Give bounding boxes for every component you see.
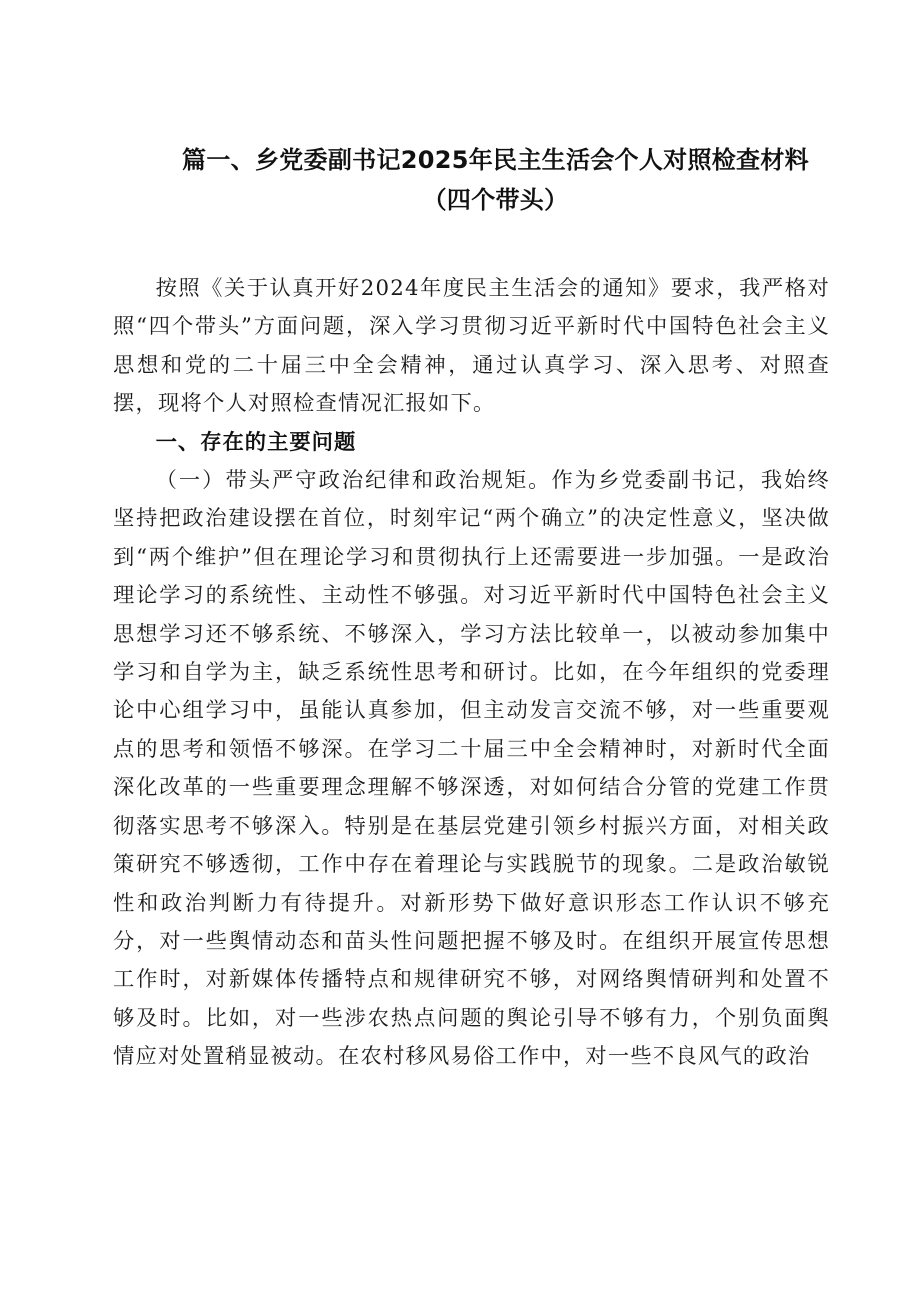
document-title: 篇一、乡党委副书记2025年民主生活会个人对照检查材料（四个带头） xyxy=(182,146,809,214)
section-body-paragraph: （一）带头严守政治纪律和政治规矩。作为乡党委副书记，我始终坚持把政治建设摆在首位，时刻牢记“两个确立”的决定性意义，坚决做到“两个维护”但在理论学习和贯彻执行上还需要进一步加强。一是政治理论学习的系统性、主动性不够强。对习近平新时代中国特色社会主义思想学习还不够系统、不够深入，学习方法比较单一，以被动参加集中学习和自学为主，缺乏系统性思考和研讨。比如，在今年组织的党委理论中心组学习中，虽能认真参加，但主动发言交流不够，对一些重要观点的思考和领悟不够深。在学习二十届三中全会精神时，对新时代全面深化改革的一些重要理念理解不够深透，对如何结合分管的党建工作贯彻落实思考不够深入。特别是在基层党建引领乡村振兴方面，对相关政策研究不够透彻，工作中存在着理论与实践脱节的现象。二是政治敏锐性和政治判断力有待提升。对新形势下做好意识形态工作认识不够充分，对一些舆情动态和苗头性问题把握不够及时。在组织开展宣传思想工作时，对新媒体传播特点和规律研究不够，对网络舆情研判和处置不够及时。比如，对一些涉农热点问题的舆论引导不够有力，个别负面舆情应对处置稍显被动。在农村移风易俗工作中，对一些不良风气的政治 xyxy=(113,468,830,1070)
intro-paragraph: 按照《关于认真开好2024年度民主生活会的通知》要求，我严格对照“四个带头”方面问题，深入学习贯彻习近平新时代中国特色社会主义思想和党的二十届三中全会精神，通过认真学习、深入思考、对照查摆，现将个人对照检查情况汇报如下。 xyxy=(113,276,830,417)
section-heading: 一、存在的主要问题 xyxy=(155,429,357,455)
